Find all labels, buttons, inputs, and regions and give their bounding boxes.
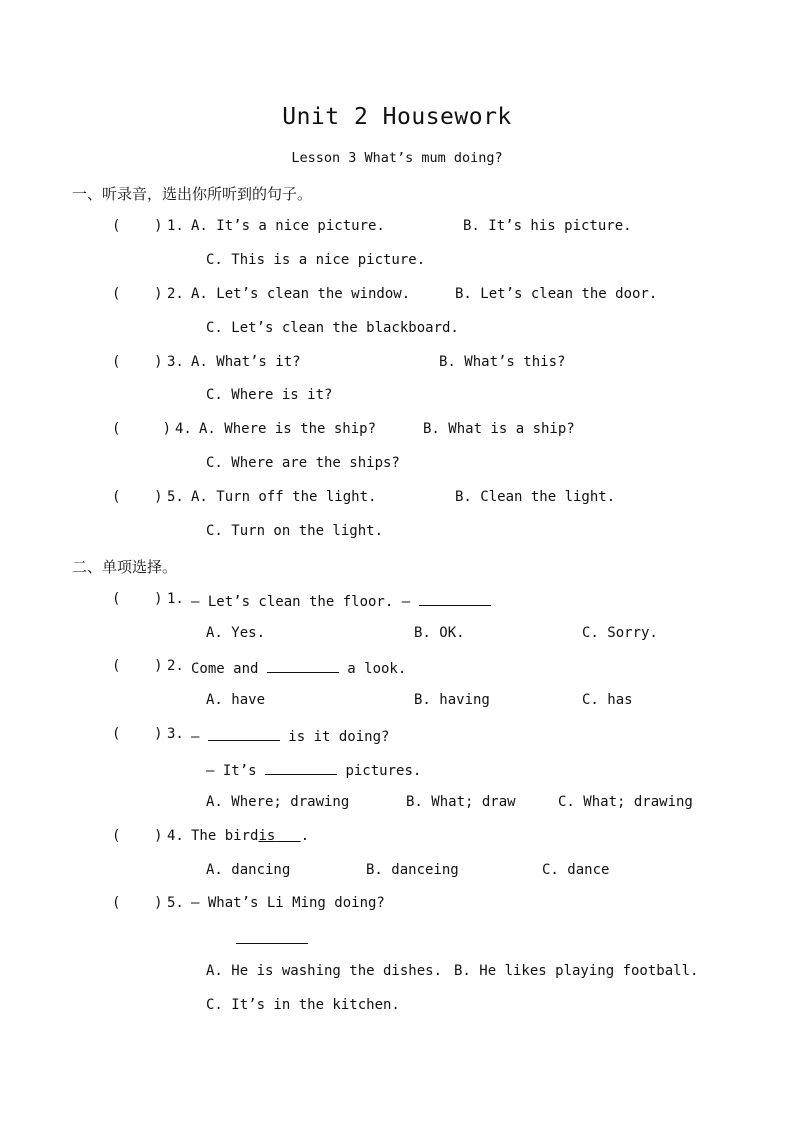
s2-q3-line2-after: pictures. — [337, 763, 422, 779]
s2-q4-option-b: B. danceing — [366, 862, 459, 878]
s2-q2-stem — [191, 658, 406, 677]
s1-q3-number: 3. — [167, 354, 184, 370]
s2-q5-answer-line — [236, 929, 308, 948]
s2-q1-paren: ( ) — [112, 591, 163, 607]
s1-q4-option-a: A. Where is the ship? — [199, 421, 377, 437]
s2-q1-option-c: C. Sorry. — [582, 625, 658, 641]
section-2-heading: 二、单项选择。 — [72, 558, 178, 576]
s2-q4-stem-before: The bird — [191, 828, 259, 844]
s1-q1-option-c: C. This is a nice picture. — [206, 252, 426, 268]
s1-q3-option-b: B. What’s this? — [439, 354, 566, 370]
answer-blank[interactable] — [208, 726, 280, 741]
s1-q3-option-c: C. Where is it? — [206, 387, 333, 403]
s1-q3-paren: ( ) — [112, 354, 163, 370]
s1-q1-paren: ( ) — [112, 218, 163, 234]
s1-q5-paren: ( ) — [112, 489, 163, 505]
s2-q2-stem-after: a look. — [338, 661, 407, 677]
s2-q4-paren: ( ) — [112, 828, 163, 844]
s2-q5-paren: ( ) — [112, 895, 163, 911]
s2-q5-option-b: B. He likes playing football. — [454, 963, 699, 979]
s2-q2-option-c: C. has — [582, 692, 633, 708]
s1-q2-option-c: C. Let’s clean the blackboard. — [206, 320, 459, 336]
s1-q4-option-b: B. What is a ship? — [423, 421, 575, 437]
s2-q5-option-a: A. He is washing the dishes. — [206, 963, 443, 979]
s2-q1-stem — [191, 591, 491, 610]
s2-q3-option-b: B. What; draw — [406, 794, 516, 810]
answer-blank[interactable] — [275, 828, 300, 844]
s2-q3-option-c: C. What; drawing — [558, 794, 693, 810]
section-1-heading: 一、听录音，选出你所听到的句子。 — [72, 185, 313, 203]
s2-q4-stem-after: . — [300, 828, 310, 844]
s1-q1-option-b: B. It’s his picture. — [463, 218, 632, 234]
s2-q3-line2-before: — It’s — [206, 763, 266, 779]
s1-q2-option-b: B. Let’s clean the door. — [455, 286, 658, 302]
s2-q5-number: 5. — [167, 895, 184, 911]
s2-q3-stem-before: — — [191, 729, 208, 745]
s2-q4-option-c: C. dance — [542, 862, 610, 878]
s2-q4-option-a: A. dancing — [206, 862, 291, 878]
s2-q3-line2 — [206, 760, 421, 779]
s2-q1-option-a: A. Yes. — [206, 625, 266, 641]
s2-q1-stem-text: — Let’s clean the floor. — — [191, 594, 419, 610]
s2-q3-option-a: A. Where; drawing — [206, 794, 350, 810]
s2-q5-stem: — What’s Li Ming doing? — [191, 895, 385, 911]
s1-q2-paren: ( ) — [112, 286, 163, 302]
s2-q5-option-c: C. It’s in the kitchen. — [206, 997, 400, 1013]
s1-q4-option-c: C. Where are the ships? — [206, 455, 400, 471]
s1-q4-paren: ( ) — [112, 421, 172, 437]
answer-blank[interactable] — [419, 591, 491, 606]
s2-q2-number: 2. — [167, 658, 184, 674]
s2-q3-stem-after: is it doing? — [279, 729, 390, 745]
s2-q1-option-b: B. OK. — [414, 625, 465, 641]
s2-q4-number: 4. — [167, 828, 184, 844]
s1-q4-number: 4. — [175, 421, 192, 437]
s1-q2-number: 2. — [167, 286, 184, 302]
s1-q5-option-b: B. Clean the light. — [455, 489, 616, 505]
s1-q5-option-c: C. Turn on the light. — [206, 523, 384, 539]
s1-q1-number: 1. — [167, 218, 184, 234]
s1-q5-number: 5. — [167, 489, 184, 505]
s1-q5-option-a: A. Turn off the light. — [191, 489, 377, 505]
answer-blank[interactable] — [236, 929, 308, 944]
s1-q3-option-a: A. What’s it? — [191, 354, 301, 370]
answer-blank[interactable] — [267, 658, 339, 673]
s2-q2-option-b: B. having — [414, 692, 490, 708]
s2-q3-paren: ( ) — [112, 726, 163, 742]
s2-q4-filled-answer: is — [258, 828, 276, 844]
s2-q3-stem — [191, 726, 389, 745]
s2-q4-stem — [191, 828, 309, 844]
page-title: Unit 2 Housework — [282, 104, 512, 130]
s1-q1-option-a: A. It’s a nice picture. — [191, 218, 385, 234]
s2-q2-option-a: A. have — [206, 692, 266, 708]
page-subtitle: Lesson 3 What’s mum doing? — [291, 150, 503, 166]
s1-q2-option-a: A. Let’s clean the window. — [191, 286, 411, 302]
s2-q3-number: 3. — [167, 726, 184, 742]
s2-q1-number: 1. — [167, 591, 184, 607]
answer-blank[interactable] — [265, 760, 337, 775]
s2-q2-stem-before: Come and — [191, 661, 267, 677]
s2-q2-paren: ( ) — [112, 658, 163, 674]
